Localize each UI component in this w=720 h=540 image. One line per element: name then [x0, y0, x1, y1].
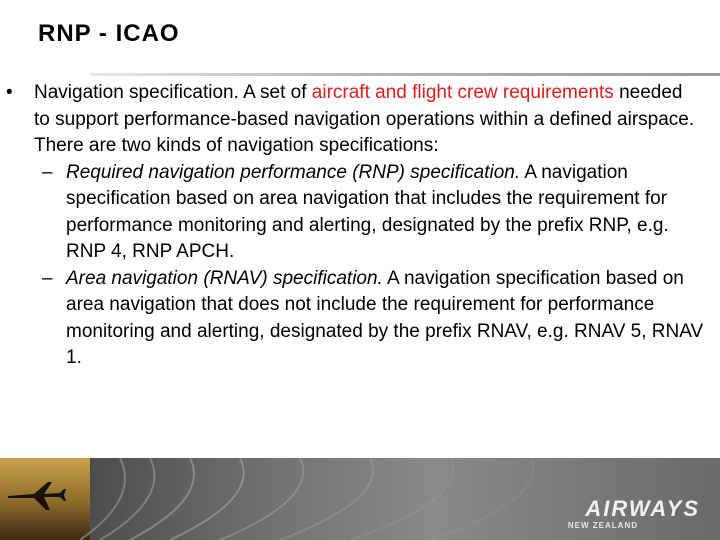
bullet-symbol: • [6, 82, 13, 103]
sub-bullet-text: A navigation specification based on area navigation that does not include the requirement for performance monitoring and alerting, designated by the prefix RNAV, e.g. RNAV 5, RNAV 1. [66, 267, 704, 368]
bullet-paragraph [34, 80, 699, 160]
main-bullet [0, 80, 720, 160]
sub-bullet-rnav [0, 266, 720, 372]
brand-subtitle: NEW ZEALAND [567, 521, 638, 530]
sub-bullet-dash: – [42, 267, 53, 289]
sub-bullet-rnp [0, 160, 720, 266]
slide-title: RNP - ICAO [38, 20, 180, 47]
sub-bullet-dash: – [42, 161, 53, 183]
title-divider [90, 73, 720, 76]
footer-banner [0, 458, 720, 540]
bullet-highlight: aircraft and flight crew requirements [311, 82, 614, 103]
sub-bullet-paragraph [66, 266, 706, 372]
sub-bullet-term: Area navigation (RNAV) specification. [66, 267, 383, 289]
brand-name: AIRWAYS [585, 496, 700, 521]
slide-body [0, 80, 720, 372]
sunset-photo [0, 458, 90, 540]
sub-bullet-term: Required navigation performance (RNP) specification. [66, 161, 521, 183]
bullet-text-end: needed to support performance-based navigation operations within a defined airspace. There are two kinds of navigation specifications: [34, 82, 695, 156]
bullet-text-start: Navigation specification. A set of [34, 82, 312, 103]
airways-logo [568, 498, 700, 530]
airplane-icon [4, 474, 68, 514]
sub-bullet-paragraph [66, 160, 706, 266]
sub-bullet-text: A navigation specification based on area navigation that includes the requirement for performance monitoring and alerting, designated by the prefix RNP, e.g. RNP 4, RNP APCH. [66, 161, 669, 262]
